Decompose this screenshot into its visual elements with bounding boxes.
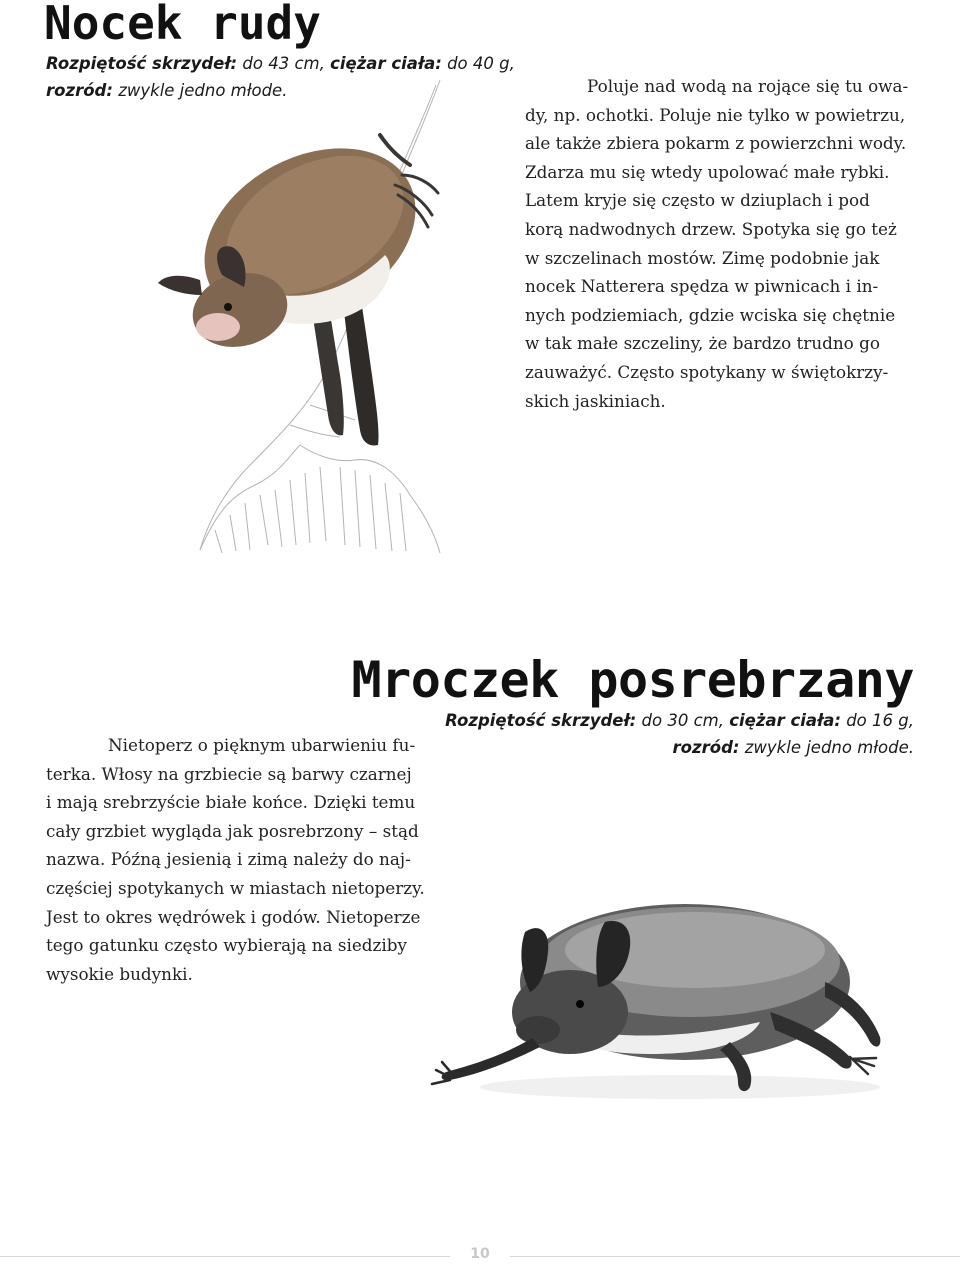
species-title: Nocek rudy [44,0,321,50]
description-line: ale także zbiera pokarm z powierzchni wody. [525,133,907,154]
species-description [46,731,436,988]
breeding-label: rozród: [46,81,113,100]
description-line: dy, np. ochotki. Poluje nie tylko w powietrzu, [525,104,906,125]
description-line: terka. Włosy na grzbiecie są barwy czarnej [46,763,412,784]
breeding-value: zwykle jedno młode. [739,738,914,757]
description-line: w tak małe szczeliny, że bardzo trudno go [525,333,880,354]
description-line: nocek Natterera spędza w piwnicach i in- [525,276,879,297]
description-line: nych podziemiach, gdzie wciska się chętnie [525,304,896,325]
description-line: Poluje nad wodą na rojące się tu owa- [587,76,909,96]
wingspan-label: Rozpiętość skrzydeł: [46,54,238,73]
wingspan-value: do 30 cm, [636,711,730,730]
species-title: Mroczek posrebrzany [351,651,914,709]
description-line: Jest to okres wędrówek i godów. Nietoperze [46,906,421,927]
description-line: cały grzbiet wygląda jak posrebrzony – stąd [46,820,419,841]
description-line: częściej spotykanych w miastach nietoperzy. [46,877,425,898]
description-line: zauważyć. Często spotykany w świętokrzy- [525,361,889,382]
footer-divider [510,1256,960,1257]
description-line: tego gatunku często wybierają na siedziby [46,935,407,956]
wingspan-value: do 43 cm, [237,54,331,73]
species-description [525,72,913,415]
bat-crawling-svg [430,862,910,1112]
bat-hanging-svg [140,75,465,555]
bat-hanging-on-rock-illustration [140,75,465,555]
description-line: wysokie budynki. [46,963,193,984]
weight-value: do 40 g, [441,54,515,73]
species-stats [445,707,914,761]
description-line: Latem kryje się często w dziuplach i pod [525,190,870,211]
breeding-value: zwykle jedno młode. [112,81,288,100]
page-number: 10 [470,1246,490,1262]
description-line: Nietoperz o pięknym ubarwieniu fu- [108,735,416,755]
breeding-label: rozród: [672,738,740,757]
footer-divider [0,1256,450,1257]
description-line: i mają srebrzyście białe końce. Dzięki temu [46,792,416,813]
bat-crawling-illustration [430,862,910,1112]
wingspan-label: Rozpiętość skrzydeł: [445,711,637,730]
weight-label: ciężar ciała: [330,54,442,73]
description-line: korą nadwodnych drzew. Spotyka się go też [525,218,897,239]
weight-value: do 16 g, [840,711,914,730]
weight-label: ciężar ciała: [729,711,841,730]
description-line: nazwa. Późną jesienią i zimą należy do naj- [46,849,411,870]
description-line: w szczelinach mostów. Zimę podobnie jak [525,247,880,268]
description-line: skich jaskiniach. [525,390,666,411]
description-line: Zdarza mu się wtedy upolować małe rybki. [525,161,890,182]
